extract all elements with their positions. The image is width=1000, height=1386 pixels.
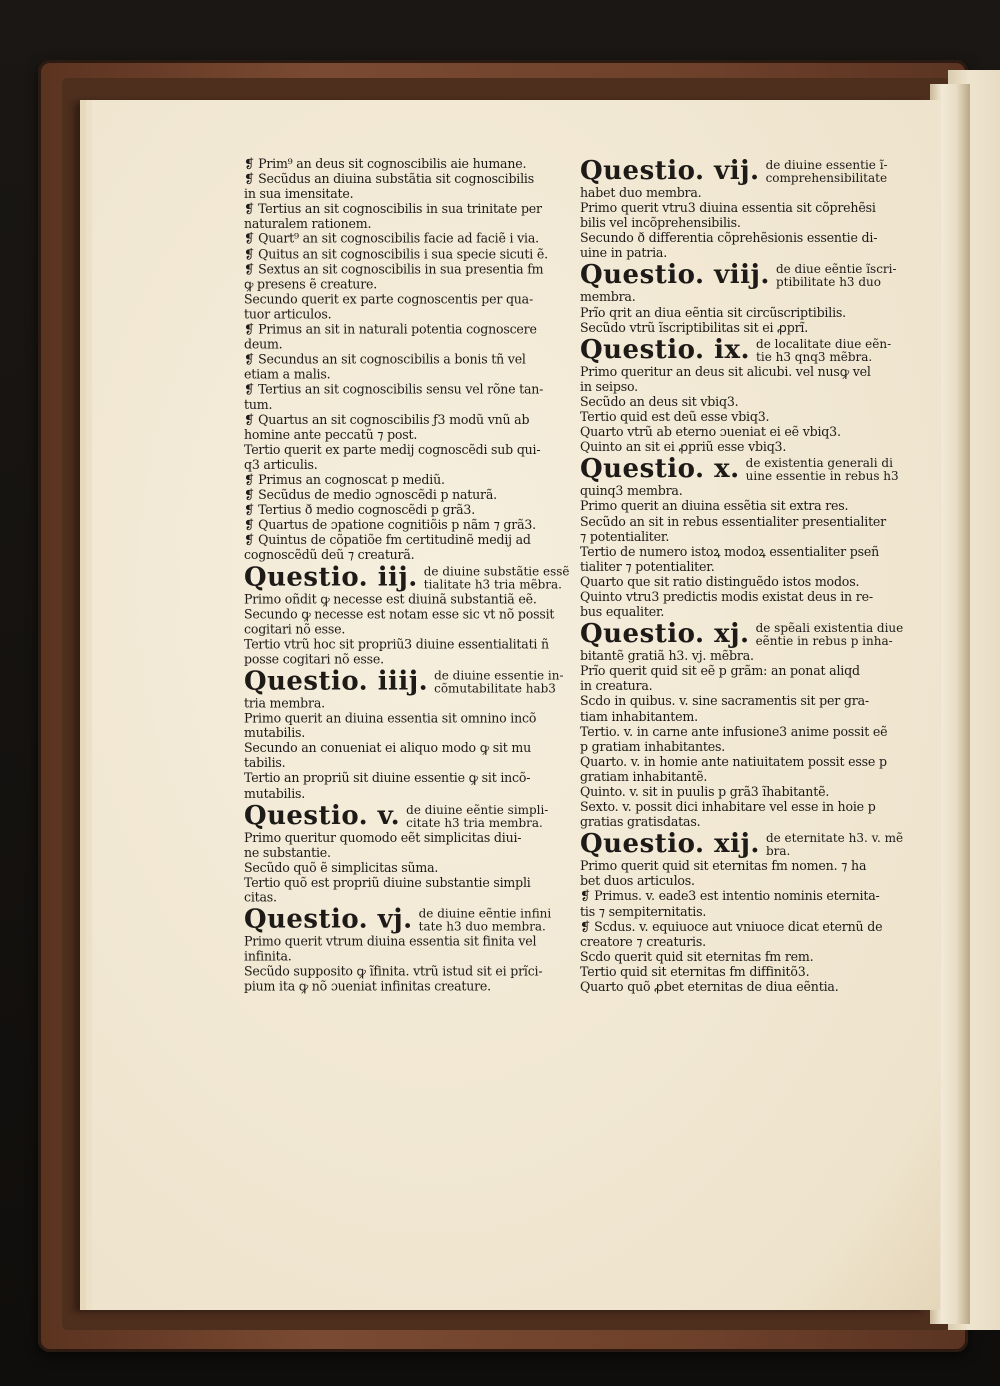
- questio-subtitle: [424, 564, 570, 591]
- text-line: Secundo ꝙ necesse est notam esse sic vt nõ possit: [244, 606, 555, 622]
- text-line: Tertio quid est deũ esse vbiq3.: [580, 409, 770, 425]
- questio-header: [244, 562, 570, 593]
- questio-heading: Questio. x.: [580, 454, 740, 485]
- text-line: in seipso.: [580, 378, 638, 394]
- text-line: in creatura.: [580, 678, 653, 694]
- questio-subtitle-line: uine essentie in rebus h3: [745, 469, 899, 484]
- text-line: ❡ Quintus de cõpatiõe fm certitudinẽ medij ad: [244, 532, 531, 548]
- text-line: quinq3 membra.: [580, 483, 683, 499]
- questio-header: [580, 619, 904, 650]
- text-line: tiam inhabitantem.: [580, 708, 698, 724]
- questio-subtitle-line: tie h3 qnq3 mẽbra.: [756, 349, 873, 364]
- questio-heading: Questio. viij.: [580, 260, 770, 291]
- questio-subtitle-line: de spẽali existentia diue: [755, 621, 904, 636]
- text-line: Sexto. v. possit dici inhabitare vel esse in hoie p: [580, 799, 876, 815]
- text-line: ❡ Quart⁹ an sit cognoscibilis facie ad faciẽ i via.: [244, 231, 539, 247]
- text-line: creatore ⁊ creaturis.: [580, 933, 706, 949]
- text-line: Primo querit vtrum diuina essentia sit finita vel: [244, 933, 537, 949]
- text-line: Secũdo supposito ꝙ ĩfinita. vtrũ istud sit ei prĩci-: [244, 963, 543, 979]
- questio-subtitle-line: citate h3 tria membra.: [406, 815, 543, 830]
- questio-heading: Questio. vj.: [244, 904, 413, 935]
- text-line: Quinto an sit ei ꝓpriũ esse vbiq3.: [580, 439, 787, 455]
- questio-heading: Questio. xij.: [580, 829, 760, 860]
- questio-heading: Questio. xj.: [580, 619, 750, 650]
- text-line: ❡ Primus an cognoscat p mediũ.: [244, 471, 445, 487]
- text-line: Secũdo an deus sit vbiq3.: [580, 393, 739, 409]
- questio-subtitle-line: de diue eẽntie ĩscri-: [775, 262, 897, 277]
- text-line: Tertio an propriũ sit diuine essentie ꝙ sit incõ-: [244, 770, 531, 786]
- text-line: ❡ Quartus an sit cognoscibilis ƒ3 modũ vnũ ab: [244, 411, 530, 427]
- questio-subtitle-line: comprehensibilitate: [765, 171, 888, 185]
- questio-section: [580, 334, 900, 455]
- text-line: membra.: [580, 289, 636, 305]
- questio-subtitle: [434, 668, 563, 695]
- text-line: ❡ Tertius ð medio cognoscẽdi p grã3.: [244, 502, 475, 518]
- text-line: tis ⁊ sempiternitatis.: [580, 903, 707, 919]
- questio-header: [580, 829, 904, 860]
- text-line: pium ita ꝙ nõ ɔueniat infinitas creature.: [244, 978, 491, 994]
- text-line: Quarto vtrũ ab eterno ɔueniat ei eẽ vbiq3.: [580, 424, 841, 440]
- text-line: cognoscẽdũ deũ ⁊ creaturã.: [244, 547, 415, 563]
- text-line: ꝙ presens ẽ creature.: [244, 276, 378, 292]
- text-line: mutabilis.: [244, 785, 306, 801]
- text-line: Primo querit an diuina essẽtia sit extra res.: [580, 498, 849, 514]
- text-line: ❡ Tertius an sit cognoscibilis sensu vel rõne tan-: [244, 381, 544, 397]
- text-line: Tertio quõ est propriũ diuine substantie simpli: [244, 874, 531, 890]
- questio-subtitle: [756, 337, 891, 364]
- questio-subtitle: [419, 907, 552, 934]
- questio-header: [244, 904, 563, 935]
- text-line: deum.: [244, 336, 283, 352]
- questio-subtitle-line: de eternitate h3. v. mẽ: [765, 831, 904, 846]
- text-line: Primo querit an diuina essentia sit omnino incõ: [244, 710, 537, 726]
- questio-section: [580, 262, 900, 334]
- questio-heading: Questio. iiij.: [244, 666, 429, 697]
- questio-subtitle-line: de diuine essentie ĩ-: [765, 158, 888, 172]
- text-line: Primo querit vtru3 diuina essentia sit cõprehẽsi: [580, 200, 876, 216]
- questio-header: [580, 456, 900, 483]
- text-line: Quarto quõ ꝓbet eternitas de diua eẽntia.: [580, 979, 839, 995]
- questio-header: [580, 158, 900, 185]
- text-line: ❡ Primus an sit in naturali potentia cognoscere: [244, 321, 537, 337]
- text-line: gratiam inhabitantẽ.: [580, 768, 708, 784]
- text-line: mutabilis.: [244, 725, 306, 741]
- text-line: ❡ Quitus an sit cognoscibilis i sua specie sicuti ẽ.: [244, 246, 548, 262]
- text-line: Secundo ð differentia cõprehẽsionis essentie di-: [580, 230, 878, 246]
- text-line: uine in patria.: [580, 245, 668, 261]
- questio-subtitle-line: cõmutabilitate hab3: [434, 681, 556, 696]
- questio-heading: Questio. vij.: [580, 156, 760, 186]
- text-line: Primo querit quid sit eternitas fm nomen. ⁊ ha: [580, 858, 867, 874]
- text-line: p gratiam inhabitantes.: [580, 738, 726, 754]
- text-line: Quinto vtru3 predictis modis existat deus in re-: [580, 588, 873, 604]
- text-line: Quarto que sit ratio distinguẽdo istos modos.: [580, 573, 860, 589]
- questio-subtitle-line: tate h3 duo membra.: [418, 919, 546, 934]
- questio-section: [244, 904, 563, 994]
- questio-section: [244, 800, 563, 905]
- text-line: ⁊ potentialiter.: [580, 528, 670, 544]
- left-text-column: [244, 156, 570, 994]
- questio-subtitle-line: de existentia generali di: [745, 456, 893, 471]
- text-line: Secundo querit ex parte cognoscentis per qua-: [244, 291, 534, 307]
- text-line: posse cogitari nõ esse.: [244, 651, 384, 667]
- text-line: Prĩo querit quid sit eẽ p grãm: an ponat aliqd: [580, 663, 860, 679]
- questio-subtitle: [766, 158, 888, 185]
- questio-subtitle-line: de diuine essentie in-: [434, 668, 564, 683]
- text-line: ❡ Prim⁹ an deus sit cognoscibilis aie humane.: [244, 156, 527, 171]
- questio-section: [244, 668, 563, 800]
- text-line: Secũdo quõ ẽ simplicitas sũma.: [244, 859, 439, 875]
- text-line: ❡ Secũdus an diuina substãtia sit cognoscibilis: [244, 171, 534, 187]
- text-line: bet duos articulos.: [580, 873, 695, 889]
- text-line: tuor articulos.: [244, 306, 332, 322]
- text-line: etiam a malis.: [244, 366, 331, 382]
- text-line: tria membra.: [244, 695, 325, 711]
- text-line: Tertio de numero istoꝝ modoꝝ essentialiter pseñ: [580, 543, 879, 559]
- text-line: naturalem rationem.: [244, 216, 372, 232]
- text-line: Scdo in quibus. v. sine sacramentis sit per gra-: [580, 693, 869, 709]
- questio-subtitle-line: de diuine eẽntie simpli-: [406, 802, 549, 817]
- text-line: infinita.: [244, 948, 292, 964]
- text-line: ❡ Sextus an sit cognoscibilis in sua presentia fm: [244, 261, 544, 277]
- text-line: citas.: [244, 889, 277, 905]
- text-line: Primo queritur quomodo eẽt simplicitas diui-: [244, 829, 522, 845]
- text-line: Quinto. v. sit in puulis p grã3 ĩhabitantẽ.: [580, 784, 830, 799]
- text-line: ❡ Primus. v. eade3 est intentio nominis eternita-: [580, 888, 880, 904]
- questio-section: [580, 619, 904, 830]
- questio-subtitle-line: ptibilitate h3 duo: [775, 275, 882, 290]
- questio-subtitle: [746, 456, 899, 483]
- text-line: ❡ Tertius an sit cognoscibilis in sua trinitate per: [244, 201, 542, 217]
- text-line: Primo oñdit ꝙ necesse est diuinã substantiã eẽ.: [244, 591, 537, 607]
- text-line: Tertio querit ex parte medij cognoscẽdi sub qui-: [244, 441, 541, 457]
- questio-subtitle-line: de diuine eẽntie infini: [418, 906, 552, 921]
- text-line: tabilis.: [244, 755, 286, 771]
- text-line: homine ante peccatũ ⁊ post.: [244, 426, 418, 442]
- questio-section: [244, 562, 570, 667]
- text-line: bilis vel incõprehensibilis.: [580, 215, 741, 231]
- text-line: Primo queritur an deus sit alicubi. vel nusꝙ vel: [580, 363, 871, 379]
- questio-subtitle-line: eẽntie in rebus p inha-: [755, 634, 893, 649]
- questio-section: [580, 456, 900, 619]
- questio-subtitle-line: de diuine substãtie essẽ: [423, 564, 570, 579]
- questio-subtitle: [766, 831, 903, 858]
- text-line: Tertio quid sit eternitas fm diffinitõ3.: [580, 963, 810, 979]
- text-line: Quarto. v. in homie ante natiuitatem possit esse p: [580, 753, 887, 769]
- text-line: bitantẽ gratiã h3. vj. mẽbra.: [580, 648, 754, 664]
- text-line: tialiter ⁊ potentialiter.: [580, 558, 715, 574]
- text-line: ❡ Secundus an sit cognoscibilis a bonis tñ vel: [244, 351, 526, 367]
- text-line: habet duo membra.: [580, 185, 702, 200]
- text-line: q3 articulis.: [244, 456, 318, 472]
- questio-section: [580, 829, 904, 995]
- text-line: Secundo an conueniat ei aliquo modo ꝙ sit mu: [244, 740, 532, 756]
- text-line: ne substantie.: [244, 844, 331, 860]
- text-line: cogitari nõ esse.: [244, 621, 346, 637]
- questio-subtitle-line: de localitate diue eẽn-: [756, 336, 892, 351]
- questio-subtitle: [406, 803, 548, 830]
- questio-heading: Questio. v.: [244, 800, 401, 831]
- text-line: tum.: [244, 396, 273, 412]
- text-line: Secũdo an sit in rebus essentialiter presentialiter: [580, 513, 887, 529]
- questio-header: [244, 668, 563, 695]
- questio-heading: Questio. ix.: [580, 334, 751, 365]
- questio-heading: Questio. iij.: [244, 562, 418, 593]
- questio-subtitle-line: tialitate h3 tria mẽbra.: [423, 577, 562, 592]
- text-line: ❡ Scdus. v. equiuoce aut vniuoce dicat eternũ de: [580, 918, 883, 934]
- questio-header: [580, 262, 900, 289]
- text-line: Tertio. v. in carne ante infusione3 anime possit eẽ: [580, 723, 888, 739]
- text-line: Prĩo qrit an diua eẽntia sit circũscriptibilis.: [580, 304, 846, 320]
- questio-header: [244, 800, 563, 831]
- text-line: Scdo querit quid sit eternitas fm rem.: [580, 948, 814, 964]
- questio-subtitle-line: bra.: [765, 844, 791, 859]
- text-line: ❡ Quartus de ɔpatione cognitiõis p nãm ⁊ grã3.: [244, 517, 536, 533]
- text-line: ❡ Secũdus de medio ɔgnoscẽdi p naturã.: [244, 487, 497, 502]
- text-line: bus equaliter.: [580, 604, 665, 620]
- questio-subtitle: [776, 262, 897, 289]
- text-line: in sua imensitate.: [244, 186, 354, 202]
- questio-subtitle: [756, 621, 904, 648]
- text-line: Secũdo vtrũ ĩscriptibilitas sit ei ꝓprĩ.: [580, 319, 809, 335]
- text-line: gratias gratisdatas.: [580, 814, 701, 830]
- questio-section: [580, 158, 900, 260]
- right-text-column: [580, 156, 904, 995]
- text-line: Tertio vtrũ hoc sit propriũ3 diuine essentialitati ñ: [244, 636, 549, 652]
- questio-header: [580, 334, 900, 365]
